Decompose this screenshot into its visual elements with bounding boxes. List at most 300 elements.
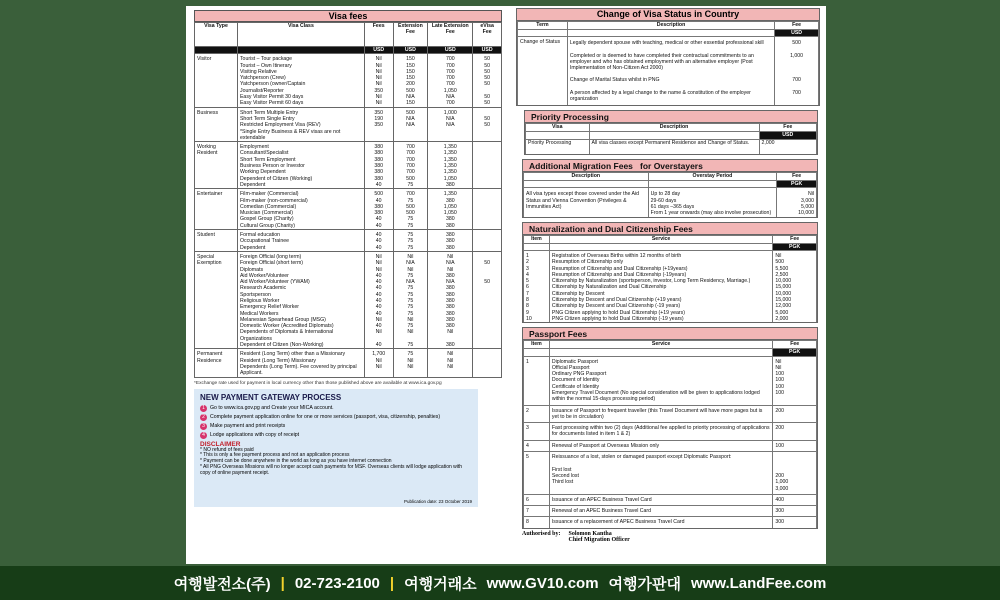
table-row <box>524 250 817 259</box>
table-row <box>524 405 817 423</box>
fee-cell: 150 <box>393 75 428 81</box>
passport-section <box>522 327 818 529</box>
column-header: USD <box>428 47 473 54</box>
status-description: Change of Marital Status whilst in PNG <box>567 74 774 86</box>
column-header: Item <box>524 341 550 349</box>
fee-cell: 350 <box>364 88 393 94</box>
fee-cell: Nil <box>428 251 473 260</box>
item-number: 7 <box>524 506 550 517</box>
fee-cell: 1,050 <box>428 210 473 216</box>
footer-banner <box>0 566 1000 600</box>
column-header: Fee <box>777 173 817 181</box>
exchange-rate-note: *Exchange rate used for payment in local currency other than those published above are available at www.ica.gov.pg <box>194 380 442 386</box>
fee-cell: 380 <box>364 142 393 151</box>
fee-cell: 1,350 <box>428 142 473 151</box>
fee-cell <box>473 107 502 116</box>
visa-type: Working Resident <box>195 142 238 189</box>
fee-cell: 75 <box>393 292 428 298</box>
item-number: 3 <box>524 423 550 441</box>
authoriser-role: Chief Migration Officer <box>568 536 630 543</box>
service-fee: 200 <box>773 423 817 441</box>
change-status-currency: USD <box>775 30 819 37</box>
fee-cell: 700 <box>428 54 473 63</box>
fee-document <box>186 6 826 564</box>
citizenship-title: Naturalization and Dual Citizenship Fees <box>523 223 817 235</box>
visa-class: Yatchperson (Crew) <box>237 75 364 81</box>
fee-cell: N/A <box>393 279 428 285</box>
status-fee: 700 <box>775 87 819 106</box>
fee-cell <box>473 251 502 260</box>
item-number: 4 <box>524 272 550 278</box>
item-number: 3 <box>524 266 550 272</box>
fee-cell: 40 <box>364 304 393 310</box>
visa-class: Dependent <box>237 182 364 189</box>
fee-cell: 40 <box>364 223 393 230</box>
fee-cell: Nil <box>364 329 393 342</box>
overstay-fee: 3,000 <box>801 197 814 204</box>
fee-cell: Nil <box>364 63 393 69</box>
visa-class: Medical Workers <box>237 311 364 317</box>
visa-class: Tourist – Tour package <box>237 54 364 63</box>
gateway-step <box>200 405 472 412</box>
fee-cell: Nil <box>364 75 393 81</box>
fee-cell: 500 <box>393 204 428 210</box>
service-fee: 2,000 <box>773 316 817 322</box>
step-number: 1 <box>200 405 207 412</box>
fee-cell: 700 <box>393 169 428 175</box>
fee-cell: 380 <box>364 163 393 169</box>
authorised-label: Authorised by: <box>522 530 561 537</box>
overstay-fee: 10,000 <box>798 210 814 217</box>
footer-site-2[interactable]: www.LandFee.com <box>691 574 827 592</box>
fee-cell: N/A <box>428 122 473 128</box>
table-row <box>524 506 817 517</box>
overstay-period: Up to 28 day <box>650 191 681 198</box>
column-header <box>237 47 364 54</box>
status-fee: 500 <box>775 37 819 50</box>
visa-class: Aid Worker/Volunteer (YWAM) <box>237 279 364 285</box>
fee-cell: 380 <box>364 176 393 182</box>
fee-cell: 380 <box>428 238 473 244</box>
column-header: Service <box>549 341 772 349</box>
fee-cell: 40 <box>364 182 393 189</box>
overstay-period: From 1 year onwards (may also involve prosecution) <box>650 210 772 217</box>
fee-cell: 350 <box>364 107 393 116</box>
column-header <box>195 47 238 54</box>
fee-cell: 75 <box>393 230 428 239</box>
visa-class: Emergency Relief Worker <box>237 304 364 310</box>
visa-class: Dependent of Citizen (Non-Working) <box>237 342 364 349</box>
column-header: Description <box>524 173 649 181</box>
visa-class: Gospel Group (Charity) <box>237 216 364 222</box>
fee-cell: 1,350 <box>428 169 473 175</box>
status-description: A person affected by a legal change to the name & constitution of the employer organization <box>567 87 774 106</box>
disclaimer-line: * Payment can be done anywhere in the world as long as you have internet connection <box>200 458 392 465</box>
item-number: 4 <box>524 440 550 451</box>
service-name: Citizenship by Descent and Dual Citizenship (+19 years) <box>549 297 772 303</box>
table-row <box>195 223 502 230</box>
visa-class: Employment <box>237 142 364 151</box>
service-name: Issuance of a replacement of APEC Business Travel Card <box>549 517 772 528</box>
fee-cell: 380 <box>428 285 473 291</box>
service-name: Citizenship by Naturalization (sportsperson, investor, Long Term Residency, Marriage.) <box>549 278 772 284</box>
service-name: Diplomatic Passport Official Passport Ordinary PNG Passport Document of Identity Certificate of Identity Emergency Travel Document (No special consideration will be given to applications lodged within the normal 15-days processing period) <box>549 356 772 405</box>
visa-class: Business Person or Investor <box>237 163 364 169</box>
authorisation <box>522 531 820 543</box>
fee-cell: Nil <box>364 94 393 100</box>
service-fee: 500 <box>773 259 817 265</box>
status-description: Completed or is deemed to have completed their contractual commitments to an employer and who has obtained employment with an alternative employer (Post Implementation of Non-Citizen Act 2000) <box>567 50 774 75</box>
table-row <box>195 142 502 151</box>
fee-cell: 40 <box>364 342 393 349</box>
column-header: USD <box>473 47 502 54</box>
fee-cell: 500 <box>393 88 428 94</box>
visa-class: Dependent <box>237 245 364 252</box>
visa-class: Restricted Employment Visa (REV) <box>237 122 364 128</box>
item-number: 5 <box>524 452 550 495</box>
service-name: PNG Citizen applying to hold Dual Citizenship (+19 years) <box>549 310 772 316</box>
fee-cell <box>473 223 502 230</box>
visa-type: Permanent Residence <box>195 349 238 377</box>
visa-type: Student <box>195 230 238 252</box>
item-number: 2 <box>524 259 550 265</box>
column-header: Fee <box>773 235 817 243</box>
service-fee: Nil Nil 100 100 100 100 <box>773 356 817 405</box>
column-header: Extension Fee <box>393 23 428 47</box>
column-header: Term <box>518 22 568 30</box>
fee-cell: 40 <box>364 198 393 204</box>
fee-cell: 40 <box>364 323 393 329</box>
citizenship-currency: PGK <box>773 243 817 250</box>
fee-cell: 50 <box>473 116 502 122</box>
migration-fees <box>777 188 817 217</box>
fee-cell: 1,000 <box>428 107 473 116</box>
migration-description: All visa types except those covered under the Aid Status and Vienna Convention (Privileges & Immunities Act) <box>524 188 649 217</box>
service-fee: 400 <box>773 494 817 505</box>
change-status-table <box>517 21 819 105</box>
footer-market: 여행거래소 <box>404 575 477 593</box>
table-row <box>195 329 502 342</box>
service-name: Reissuance of a lost, stolen or damaged passport except Diplomatic Passport: First lost Second lost Third lost <box>549 452 772 495</box>
fee-cell: 700 <box>428 69 473 75</box>
service-fee: 300 <box>773 517 817 528</box>
visa-type: Entertainer <box>195 189 238 230</box>
fee-cell: Nil <box>364 364 393 377</box>
change-status-section <box>516 8 820 106</box>
fee-cell <box>473 182 502 189</box>
disclaimer-line: * All PNG Overseas Missions will no longer accept cash payments for MSF. Overseas clients will lodge application with copy of online payment receipt. <box>200 463 463 476</box>
status-term: Change of Status <box>518 37 568 106</box>
item-number: 1 <box>524 250 550 259</box>
gateway-step <box>200 432 472 439</box>
visa-class: Dependents of Diplomats & International Organizations <box>237 329 364 342</box>
step-text: Go to www.ica.gov.pg and Create your MICA account. <box>210 404 334 411</box>
priority-description: All visa classes except Permanent Residence and Change of Status. <box>589 139 759 154</box>
fee-cell: 700 <box>393 150 428 156</box>
fee-cell: Nil <box>393 267 428 273</box>
fee-cell: 380 <box>364 204 393 210</box>
visa-type: Visitor <box>195 54 238 107</box>
fee-cell: 40 <box>364 311 393 317</box>
visa-class: Aid Worker/Volunteer <box>237 273 364 279</box>
visa-class: Melanesian Spearhead Group (MSG) <box>237 317 364 323</box>
fee-cell: Nil <box>393 317 428 323</box>
footer-phone: 02-723-2100 <box>294 574 380 592</box>
service-fee: 200 1,000 3,000 <box>773 452 817 495</box>
overstay-period: 61 days –365 days <box>650 204 695 211</box>
fee-cell: 75 <box>393 198 428 204</box>
visa-class: Short Term Multiple Entry <box>237 107 364 116</box>
column-header: Visa Type <box>195 23 238 47</box>
item-number: 8 <box>524 303 550 309</box>
item-number: 7 <box>524 291 550 297</box>
item-number: 8 <box>524 297 550 303</box>
service-fee: 100 <box>773 440 817 451</box>
fee-cell: Nil <box>364 100 393 107</box>
item-number: 1 <box>524 356 550 405</box>
fee-cell: N/A <box>428 94 473 100</box>
table-row <box>195 349 502 358</box>
table-row <box>195 245 502 252</box>
migration-title-a: Additional Migration Fees <box>529 161 633 172</box>
visa-class: Resident (Long Term) Missionary <box>237 358 364 364</box>
fee-cell: 380 <box>428 223 473 230</box>
fee-cell: 380 <box>364 157 393 163</box>
citizenship-section <box>522 222 818 324</box>
disclaimer-list <box>200 448 472 477</box>
item-number: 9 <box>524 310 550 316</box>
fee-cell: Nil <box>428 364 473 377</box>
migration-currency: PGK <box>777 181 817 188</box>
right-column <box>516 8 820 543</box>
service-fee: 300 <box>773 506 817 517</box>
column-header: Service <box>549 235 772 243</box>
visa-type: Special Exemption <box>195 251 238 348</box>
fee-cell <box>473 189 502 198</box>
fee-cell: 50 <box>473 54 502 63</box>
fee-cell: 40 <box>364 292 393 298</box>
gateway-title: NEW PAYMENT GATEWAY PROCESS <box>200 392 342 402</box>
fee-cell: Nil <box>364 267 393 273</box>
fee-cell: Nil <box>428 358 473 364</box>
service-name: Resumption of Citizenship only <box>549 259 772 265</box>
fee-cell <box>473 142 502 151</box>
visa-class: Foreign Official (long term) <box>237 251 364 260</box>
fee-cell: 700 <box>428 63 473 69</box>
publication-date: Publication date: 23 October 2019 <box>403 498 472 504</box>
fee-cell: Nil <box>364 260 393 266</box>
fee-cell: 1,350 <box>428 189 473 198</box>
fee-cell: 500 <box>393 210 428 216</box>
visa-class: Diplomats <box>237 267 364 273</box>
fee-cell: Nil <box>364 54 393 63</box>
fee-cell: Nil <box>428 267 473 273</box>
table-row <box>195 54 502 63</box>
gateway-steps <box>200 405 472 439</box>
step-text: Complete payment application online for one or more services (passport, visa, citizenship, penalties) <box>210 413 441 420</box>
status-fee: 700 <box>775 74 819 86</box>
fee-cell: N/A <box>393 116 428 122</box>
fee-cell: 190 <box>364 116 393 122</box>
fee-cell: 75 <box>393 304 428 310</box>
service-fee: 10,000 <box>773 291 817 297</box>
overstay-period: 29-60 days <box>650 197 677 204</box>
fee-cell: 40 <box>364 273 393 279</box>
migration-title-b: for Overstayers <box>640 161 703 172</box>
fee-cell: 1,350 <box>428 157 473 163</box>
fee-cell: 1,050 <box>428 88 473 94</box>
service-fee: 15,000 <box>773 284 817 290</box>
visa-class: Sportsperson <box>237 292 364 298</box>
service-name: Registration of Overseas Births within 12 months of birth <box>549 250 772 259</box>
visa-class: Research Academic <box>237 285 364 291</box>
visa-class: Domestic Worker (Accredited Diplomats) <box>237 323 364 329</box>
fee-cell: 380 <box>428 323 473 329</box>
service-name: Citizenship by Descent and Dual Citizenship (-19 years) <box>549 303 772 309</box>
status-description: Legally dependent spouse with teaching, medical or other essential professional skill <box>567 37 774 50</box>
overstay-fee: Nil <box>807 191 814 198</box>
fee-cell: 40 <box>364 298 393 304</box>
visa-class: Short Term Single Entry <box>237 116 364 122</box>
fee-cell <box>428 129 473 142</box>
step-number: 4 <box>200 432 207 439</box>
table-row <box>524 440 817 451</box>
column-header: Late Extension Fee <box>428 23 473 47</box>
column-header: Fee <box>775 22 819 30</box>
fee-cell: 700 <box>393 189 428 198</box>
fee-cell: 380 <box>428 342 473 349</box>
visa-class: Resident (Long Term) other than a Missionary <box>237 349 364 358</box>
fee-cell: 1,050 <box>428 176 473 182</box>
footer-separator: | <box>280 574 285 592</box>
fee-cell: N/A <box>393 260 428 266</box>
fee-cell: Nil <box>364 69 393 75</box>
item-number: 5 <box>524 278 550 284</box>
visa-class: Comedian (Commercial) <box>237 204 364 210</box>
fee-cell: 380 <box>428 245 473 252</box>
fee-cell: 50 <box>473 75 502 81</box>
fee-cell: 500 <box>393 176 428 182</box>
fee-cell: 50 <box>473 260 502 266</box>
migration-table <box>523 172 817 216</box>
column-header: Visa Class <box>237 23 364 47</box>
fee-cell: Nil <box>393 251 428 260</box>
item-number: 10 <box>524 316 550 322</box>
item-number: 6 <box>524 284 550 290</box>
priority-currency: USD <box>759 132 816 139</box>
column-header: Item <box>524 235 550 243</box>
fee-cell: Nil <box>428 329 473 342</box>
disclaimer-title: DISCLAIMER <box>200 440 241 448</box>
column-header: Visa <box>526 124 590 132</box>
fee-cell: Nil <box>393 364 428 377</box>
fee-cell: 700 <box>393 142 428 151</box>
fee-cell: 40 <box>364 285 393 291</box>
service-fee: 5,500 <box>773 266 817 272</box>
fee-cell: N/A <box>393 122 428 128</box>
service-name: Fast processing within two (2) days (Additional fee applied to priority processing of applications for documents listed in item 1 & 2) <box>549 423 772 441</box>
table-row <box>518 37 819 50</box>
priority-table <box>525 123 817 154</box>
table-row <box>524 316 817 322</box>
visa-class: Easy Visitor Permit 60 days <box>237 100 364 107</box>
service-fee: 10,000 <box>773 278 817 284</box>
fee-cell: 380 <box>428 311 473 317</box>
gateway-step <box>200 423 472 430</box>
status-fee: 1,000 <box>775 50 819 75</box>
fee-cell: 150 <box>393 63 428 69</box>
fee-cell <box>473 329 502 342</box>
fee-cell: 700 <box>428 81 473 87</box>
fee-cell: 380 <box>428 298 473 304</box>
fee-cell: 700 <box>393 157 428 163</box>
fee-cell: 350 <box>364 122 393 128</box>
column-header: Description <box>567 22 774 30</box>
table-row <box>195 100 502 107</box>
footer-separator: | <box>389 574 395 592</box>
fee-cell: 50 <box>473 81 502 87</box>
citizenship-table <box>523 235 817 323</box>
fee-cell: 50 <box>473 100 502 107</box>
left-column <box>194 10 502 507</box>
table-row <box>195 364 502 377</box>
passport-table <box>523 340 817 528</box>
fee-cell: 40 <box>364 245 393 252</box>
passport-currency: PGK <box>773 349 817 356</box>
footer-site-1[interactable]: www.GV10.com <box>486 574 599 592</box>
fee-cell: 75 <box>393 311 428 317</box>
service-fee: 2,500 <box>773 272 817 278</box>
service-fee: 200 <box>773 405 817 423</box>
fee-cell <box>473 129 502 142</box>
passport-title: Passport Fees <box>523 328 817 340</box>
priority-visa: Priority Processing <box>526 139 590 154</box>
fee-cell: Nil <box>393 329 428 342</box>
column-header: eVisa Fee <box>473 23 502 47</box>
table-row <box>195 230 502 239</box>
change-status-title: Change of Visa Status in Country <box>517 9 819 21</box>
fee-cell: 380 <box>428 182 473 189</box>
fee-cell: Nil <box>393 358 428 364</box>
service-name: Citizenship by Naturalization and Dual Citizenship <box>549 284 772 290</box>
fee-cell: 380 <box>364 150 393 156</box>
visa-class: Dependent of Citizen (Working) <box>237 176 364 182</box>
fee-cell: 75 <box>393 349 428 358</box>
fee-cell: 380 <box>364 169 393 175</box>
visa-class: Consultant/Specialist <box>237 150 364 156</box>
visa-class: Yatchperson (owner/Captain <box>237 81 364 87</box>
column-header: Fees <box>364 23 393 47</box>
fee-cell: 380 <box>428 304 473 310</box>
payment-gateway-panel <box>194 389 478 507</box>
gateway-step <box>200 414 472 421</box>
service-fee: 15,000 <box>773 297 817 303</box>
fee-cell: 1,700 <box>364 349 393 358</box>
visa-class: Religious Worker <box>237 298 364 304</box>
table-row <box>524 517 817 528</box>
fee-cell <box>473 230 502 239</box>
fee-cell: 380 <box>428 273 473 279</box>
fee-cell: 150 <box>393 54 428 63</box>
fee-cell: 1,350 <box>428 150 473 156</box>
fee-cell: N/A <box>428 116 473 122</box>
fee-cell: 150 <box>393 69 428 75</box>
fee-cell: 40 <box>364 279 393 285</box>
fee-cell: 380 <box>428 198 473 204</box>
fee-cell: 75 <box>393 285 428 291</box>
fee-cell: 380 <box>428 216 473 222</box>
visa-class: Cultural Group (Charity) <box>237 223 364 230</box>
